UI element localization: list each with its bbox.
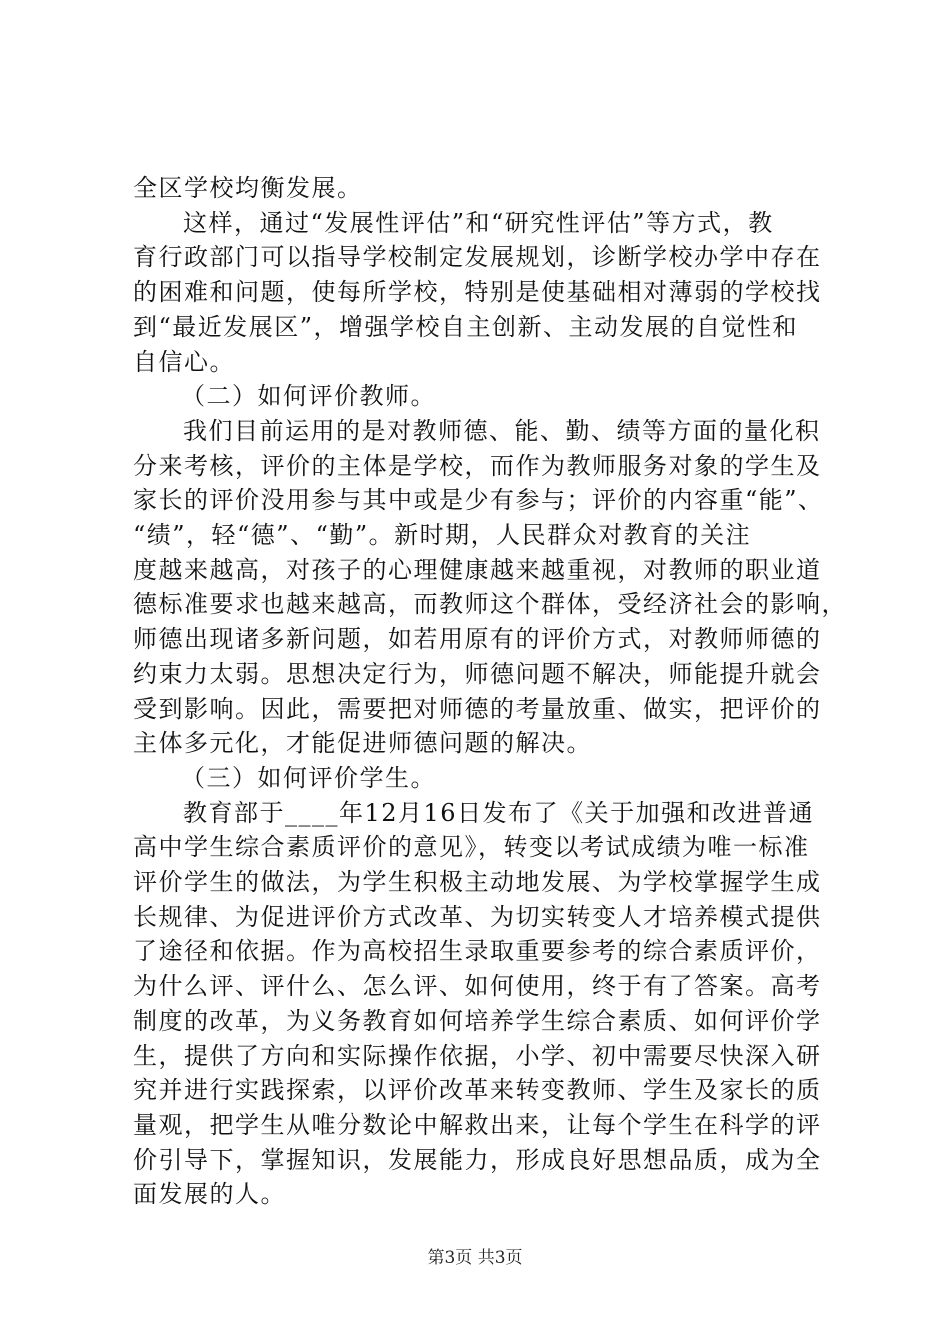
text-line: 的困难和问题，使每所学校，特别是使基础相对薄弱的学校找 [133,278,822,307]
text-line: 面发展的人。 [133,1180,286,1209]
text-line: 评价学生的做法，为学生积极主动地发展、为学校掌握学生成 [133,868,822,897]
text-line: 全区学校均衡发展。 [133,174,363,202]
text-line: “绩”，轻“德”、“勤”。新时期，人民群众对教育的关注 [133,521,752,550]
text-line: 究并进行实践探索，以评价改革来转变教师、学生及家长的质 [133,1076,822,1105]
text-line: 家长的评价没用参与其中或是少有参与；评价的内容重“能”、 [133,486,824,515]
text-line: 价引导下，掌握知识，发展能力，形成良好思想品质，成为全 [133,1145,822,1174]
text-line: 制度的改革，为义务教育如何培养学生综合素质、如何评价学 [133,1006,822,1035]
text-line: 了途径和依据。作为高校招生录取重要参考的综合素质评价， [133,937,822,966]
text-line: 度越来越高，对孩子的心理健康越来越重视，对教师的职业道 [133,555,822,584]
text-line: 受到影响。因此，需要把对师德的考量放重、做实，把评价的 [133,694,822,723]
text-line: 师德出现诸多新问题，如若用原有的评价方式，对教师师德的 [133,625,822,654]
text-line: 约束力太弱。思想决定行为，师德问题不解决，师能提升就会 [133,659,822,688]
section-heading-teachers: （二）如何评价教师。 [181,382,436,411]
paragraph-first-line: 教育部于____年12月16日发布了《关于加强和改进普通 [183,798,815,827]
text-line: 自信心。 [133,347,235,376]
text-line: 长规律、为促进评价方式改革、为切实转变人才培养模式提供 [133,902,822,931]
paragraph-first-line: 这样，通过“发展性评估”和“研究性评估”等方式，教 [183,208,774,237]
text-line: 生，提供了方向和实际操作依据，小学、初中需要尽快深入研 [133,1041,822,1070]
text-line: 为什么评、评什么、怎么评、如何使用，终于有了答案。高考 [133,972,822,1001]
paragraph-first-line: 我们目前运用的是对教师德、能、勤、绩等方面的量化积 [183,416,821,445]
page-number-footer: 第3页 共3页 [427,1248,523,1268]
text-line: 量观，把学生从唯分数论中解救出来，让每个学生在科学的评 [133,1110,822,1139]
text-line: 主体多元化，才能促进师德问题的解决。 [133,729,592,758]
text-line: 德标准要求也越来越高，而教师这个群体，受经济社会的影响， [133,590,847,619]
text-line: 育行政部门可以指导学校制定发展规划，诊断学校办学中存在 [133,243,822,272]
document-body [133,171,847,1212]
section-heading-students: （三）如何评价学生。 [181,763,436,792]
text-line: 高中学生综合素质评价的意见》，转变以考试成绩为唯一标准 [133,833,810,862]
text-line: 分来考核，评价的主体是学校，而作为教师服务对象的学生及 [133,451,822,480]
text-line: 到“最近发展区”，增强学校自主创新、主动发展的自觉性和 [133,312,799,341]
